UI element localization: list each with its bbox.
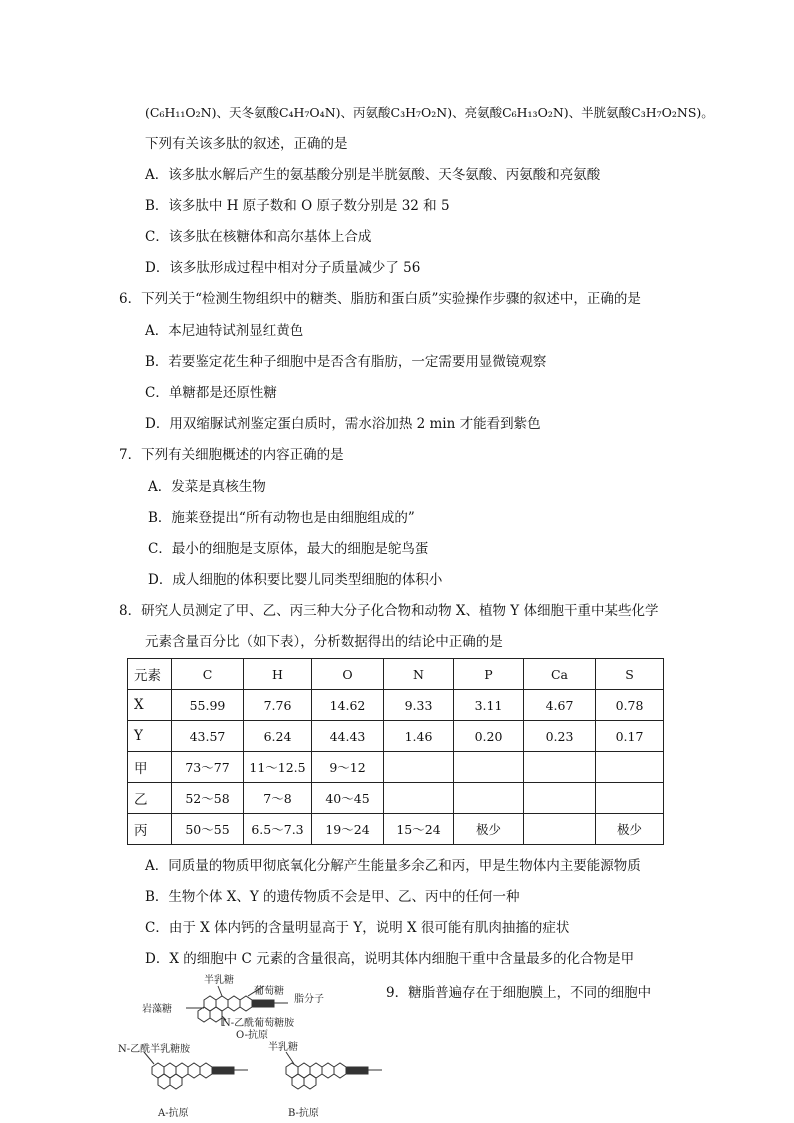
table-cell: 丙 bbox=[128, 814, 172, 845]
table-cell: 7～8 bbox=[244, 783, 312, 814]
table-header-cell: S bbox=[596, 659, 664, 690]
table-cell: 乙 bbox=[128, 783, 172, 814]
label-a-antigen: A-抗原 bbox=[158, 1108, 189, 1119]
table-header-row bbox=[128, 659, 664, 690]
table-cell: 7.76 bbox=[244, 690, 312, 721]
q5-option-d: D．该多肽形成过程中相对分子质量减少了 56 bbox=[145, 260, 421, 276]
table-cell bbox=[596, 752, 664, 783]
table-cell bbox=[384, 783, 454, 814]
table-cell: 55.99 bbox=[172, 690, 244, 721]
label-lipid: 脂分子 bbox=[294, 994, 324, 1005]
q6-option-d: D．用双缩脲试剂鉴定蛋白质时，需水浴加热 2 min 才能看到紫色 bbox=[145, 416, 541, 432]
sugar-hexagon bbox=[240, 996, 252, 1011]
table-cell: 甲 bbox=[128, 752, 172, 783]
table-header-cell: O bbox=[312, 659, 384, 690]
table-cell: 43.57 bbox=[172, 721, 244, 752]
table-header-cell: Ca bbox=[524, 659, 596, 690]
label-glucose: 葡萄糖 bbox=[254, 986, 284, 997]
table-cell bbox=[524, 783, 596, 814]
table-cell: 6.5～7.3 bbox=[244, 814, 312, 845]
table-cell bbox=[454, 752, 524, 783]
sugar-hexagon bbox=[210, 1007, 222, 1022]
table-cell bbox=[454, 783, 524, 814]
table-cell bbox=[384, 752, 454, 783]
table-header-cell: N bbox=[384, 659, 454, 690]
table-row bbox=[128, 752, 664, 783]
table-cell: 11～12.5 bbox=[244, 752, 312, 783]
q8-stem-line2: 元素含量百分比（如下表），分析数据得出的结论中正确的是 bbox=[145, 634, 503, 650]
lipid-tail bbox=[212, 1067, 234, 1074]
q6-option-a: A．本尼迪特试剂显红黄色 bbox=[145, 323, 304, 339]
table-cell: 4.67 bbox=[524, 690, 596, 721]
a-antigen-structure bbox=[152, 1063, 248, 1089]
label-o-antigen: O-抗原 bbox=[236, 1030, 268, 1041]
glycolipid-antigen-diagram bbox=[118, 972, 388, 1122]
table-header-cell: P bbox=[454, 659, 524, 690]
table-cell: 9.33 bbox=[384, 690, 454, 721]
table-cell: Y bbox=[128, 721, 172, 752]
b-antigen-structure bbox=[286, 1063, 382, 1089]
sugar-hexagon bbox=[170, 1074, 182, 1089]
table-cell: 9～12 bbox=[312, 752, 384, 783]
sugar-hexagon bbox=[304, 1074, 316, 1089]
table-cell: 极少 bbox=[454, 814, 524, 845]
q9-stem: 9．糖脂普遍存在于细胞膜上，不同的细胞中 bbox=[386, 985, 652, 1001]
table-row bbox=[128, 814, 664, 845]
q8-option-d: D．X 的细胞中 C 元素的含量很高，说明其体内细胞干重中含量最多的化合物是甲 bbox=[145, 951, 635, 967]
pointer-line bbox=[218, 986, 222, 996]
table-cell: X bbox=[128, 690, 172, 721]
table-cell: 19～24 bbox=[312, 814, 384, 845]
element-content-table bbox=[127, 658, 664, 845]
q5-option-b: B．该多肽中 H 原子数和 O 原子数分别是 32 和 5 bbox=[145, 198, 450, 214]
q8-option-a: A．同质量的物质甲彻底氧化分解产生能量多余乙和丙，甲是生物体内主要能源物质 bbox=[145, 858, 641, 874]
q6-stem: 6．下列关于“检测生物组织中的糖类、脂肪和蛋白质”实验操作步骤的叙述中，正确的是 bbox=[119, 291, 641, 307]
table-cell: 50～55 bbox=[172, 814, 244, 845]
sugar-hexagon bbox=[322, 1063, 334, 1078]
lipid-tail bbox=[346, 1067, 368, 1074]
sugar-hexagon bbox=[188, 1063, 200, 1078]
q7-option-b: B．施莱登提出“所有动物也是由细胞组成的” bbox=[148, 510, 415, 526]
table-row bbox=[128, 721, 664, 752]
q7-option-c: C．最小的细胞是支原体，最大的细胞是鸵鸟蛋 bbox=[148, 541, 429, 557]
label-fucose: 岩藻糖 bbox=[142, 1004, 172, 1015]
q8-option-c: C．由于 X 体内钙的含量明显高于 Y，说明 X 很可能有肌肉抽搐的症状 bbox=[145, 920, 570, 936]
label-b-antigen: B-抗原 bbox=[288, 1108, 319, 1119]
table-header-cell: 元素 bbox=[128, 659, 172, 690]
sugar-hexagon bbox=[334, 1063, 346, 1078]
table-cell: 0.23 bbox=[524, 721, 596, 752]
table-cell: 0.17 bbox=[596, 721, 664, 752]
table-cell: 52～58 bbox=[172, 783, 244, 814]
q5-stem: 下列有关该多肽的叙述，正确的是 bbox=[145, 136, 348, 152]
label-n-acetylglucosamine: N-乙酰葡萄糖胺 bbox=[222, 1018, 295, 1029]
q7-stem: 7．下列有关细胞概述的内容正确的是 bbox=[119, 447, 344, 463]
table-cell: 40～45 bbox=[312, 783, 384, 814]
q8-option-b: B．生物个体 X、Y 的遗传物质不会是甲、乙、丙中的任何一种 bbox=[145, 889, 520, 905]
label-galactose-right: 半乳糖 bbox=[268, 1042, 298, 1053]
label-galactose-top: 半乳糖 bbox=[204, 975, 234, 986]
table-cell: 0.78 bbox=[596, 690, 664, 721]
table-cell bbox=[524, 752, 596, 783]
table-cell: 44.43 bbox=[312, 721, 384, 752]
table-row bbox=[128, 690, 664, 721]
lipid-tail bbox=[252, 1000, 274, 1007]
table-cell: 15～24 bbox=[384, 814, 454, 845]
table-cell bbox=[524, 814, 596, 845]
table-cell: 73～77 bbox=[172, 752, 244, 783]
pointer-line bbox=[286, 1052, 294, 1064]
q7-option-a: A．发菜是真核生物 bbox=[148, 479, 266, 495]
q5-option-a: A．该多肽水解后产生的氨基酸分别是半胱氨酸、天冬氨酸、丙氨酸和亮氨酸 bbox=[145, 167, 601, 183]
table-cell bbox=[596, 783, 664, 814]
q5-option-c: C．该多肽在核糖体和高尔基体上合成 bbox=[145, 229, 372, 245]
sugar-hexagon bbox=[200, 1063, 212, 1078]
table-cell: 6.24 bbox=[244, 721, 312, 752]
table-cell: 极少 bbox=[596, 814, 664, 845]
table-cell: 14.62 bbox=[312, 690, 384, 721]
q7-option-d: D．成人细胞的体积要比婴儿同类型细胞的体积小 bbox=[148, 572, 443, 588]
q5-formula-line: (C₆H₁₁O₂N)、天冬氨酸C₄H₇O₄N)、丙氨酸C₃H₇O₂N)、亮氨酸C₆H₁₃O₂N)、半胱氨酸C₃H₇O₂NS)。 bbox=[145, 105, 714, 120]
table-header-cell: C bbox=[172, 659, 244, 690]
q6-option-c: C．单糖都是还原性糖 bbox=[145, 385, 277, 401]
label-n-acetylgalactosamine: N-乙酰半乳糖胺 bbox=[118, 1044, 191, 1055]
q8-stem-line1: 8．研究人员测定了甲、乙、丙三种大分子化合物和动物 X、植物 Y 体细胞干重中某些化学 bbox=[119, 603, 659, 619]
q6-option-b: B．若要鉴定花生种子细胞中是否含有脂肪，一定需要用显微镜观察 bbox=[145, 354, 547, 370]
table-cell: 1.46 bbox=[384, 721, 454, 752]
sugar-hexagon bbox=[228, 996, 240, 1011]
table-row bbox=[128, 783, 664, 814]
table-cell: 0.20 bbox=[454, 721, 524, 752]
sugar-hexagon bbox=[286, 1063, 298, 1078]
table-header-cell: H bbox=[244, 659, 312, 690]
sugar-hexagon bbox=[198, 1007, 210, 1022]
table-cell: 3.11 bbox=[454, 690, 524, 721]
sugar-hexagon bbox=[152, 1063, 164, 1078]
